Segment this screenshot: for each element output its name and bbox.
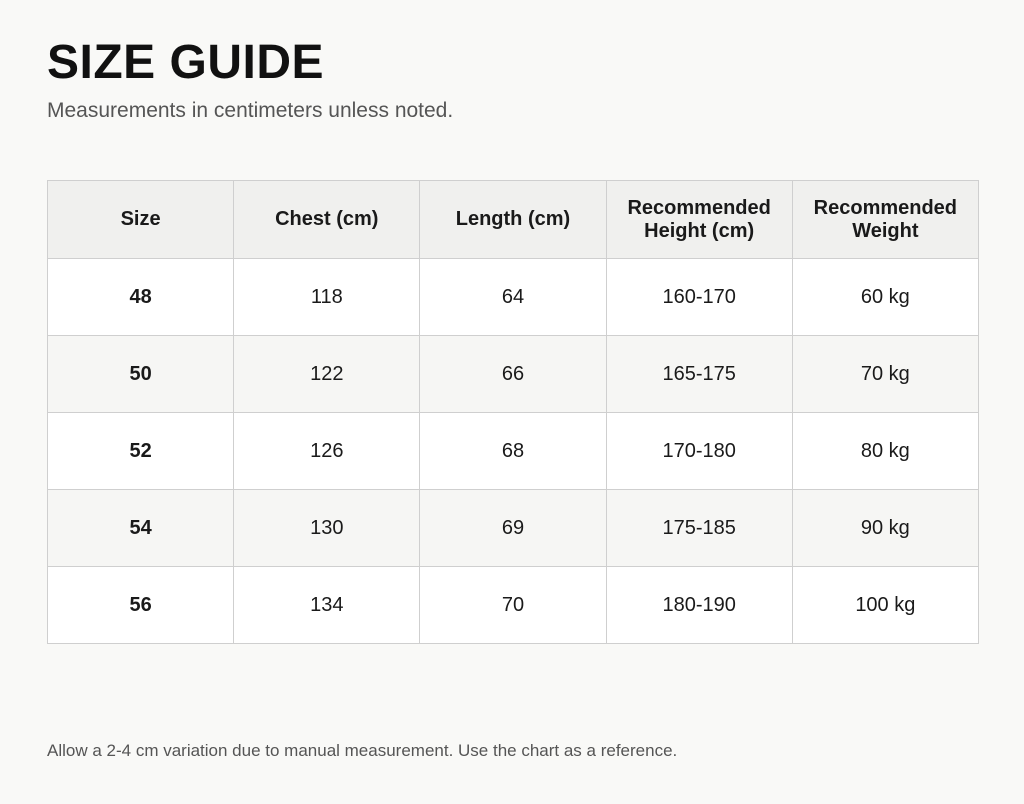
header-recommended-weight: Recommended Weight [792, 181, 978, 259]
cell-length: 66 [420, 336, 606, 413]
size-table [47, 180, 979, 644]
cell-height: 180-190 [606, 567, 792, 644]
cell-height: 170-180 [606, 413, 792, 490]
cell-size: 50 [48, 336, 234, 413]
table-row [48, 413, 979, 490]
cell-weight: 60 kg [792, 259, 978, 336]
page-subtitle: Measurements in centimeters unless noted. [47, 99, 454, 122]
cell-height: 165-175 [606, 336, 792, 413]
header-chest: Chest (cm) [234, 181, 420, 259]
header-size: Size [48, 181, 234, 259]
table-row [48, 490, 979, 567]
header-length: Length (cm) [420, 181, 606, 259]
cell-length: 70 [420, 567, 606, 644]
cell-size: 54 [48, 490, 234, 567]
header-recommended-height: Recommended Height (cm) [606, 181, 792, 259]
cell-chest: 118 [234, 259, 420, 336]
cell-size: 56 [48, 567, 234, 644]
cell-length: 69 [420, 490, 606, 567]
cell-height: 175-185 [606, 490, 792, 567]
table-header [48, 181, 979, 259]
cell-chest: 122 [234, 336, 420, 413]
cell-chest: 134 [234, 567, 420, 644]
cell-size: 48 [48, 259, 234, 336]
cell-size: 52 [48, 413, 234, 490]
cell-length: 64 [420, 259, 606, 336]
table-row [48, 336, 979, 413]
page-title: SIZE GUIDE [47, 36, 325, 89]
cell-height: 160-170 [606, 259, 792, 336]
cell-weight: 80 kg [792, 413, 978, 490]
table-row [48, 567, 979, 644]
table-body [48, 259, 979, 644]
cell-weight: 70 kg [792, 336, 978, 413]
cell-weight: 90 kg [792, 490, 978, 567]
cell-length: 68 [420, 413, 606, 490]
cell-chest: 126 [234, 413, 420, 490]
table-row [48, 259, 979, 336]
header-row [48, 181, 979, 259]
footnote: Allow a 2-4 cm variation due to manual measurement. Use the chart as a reference. [47, 741, 678, 760]
cell-weight: 100 kg [792, 567, 978, 644]
cell-chest: 130 [234, 490, 420, 567]
